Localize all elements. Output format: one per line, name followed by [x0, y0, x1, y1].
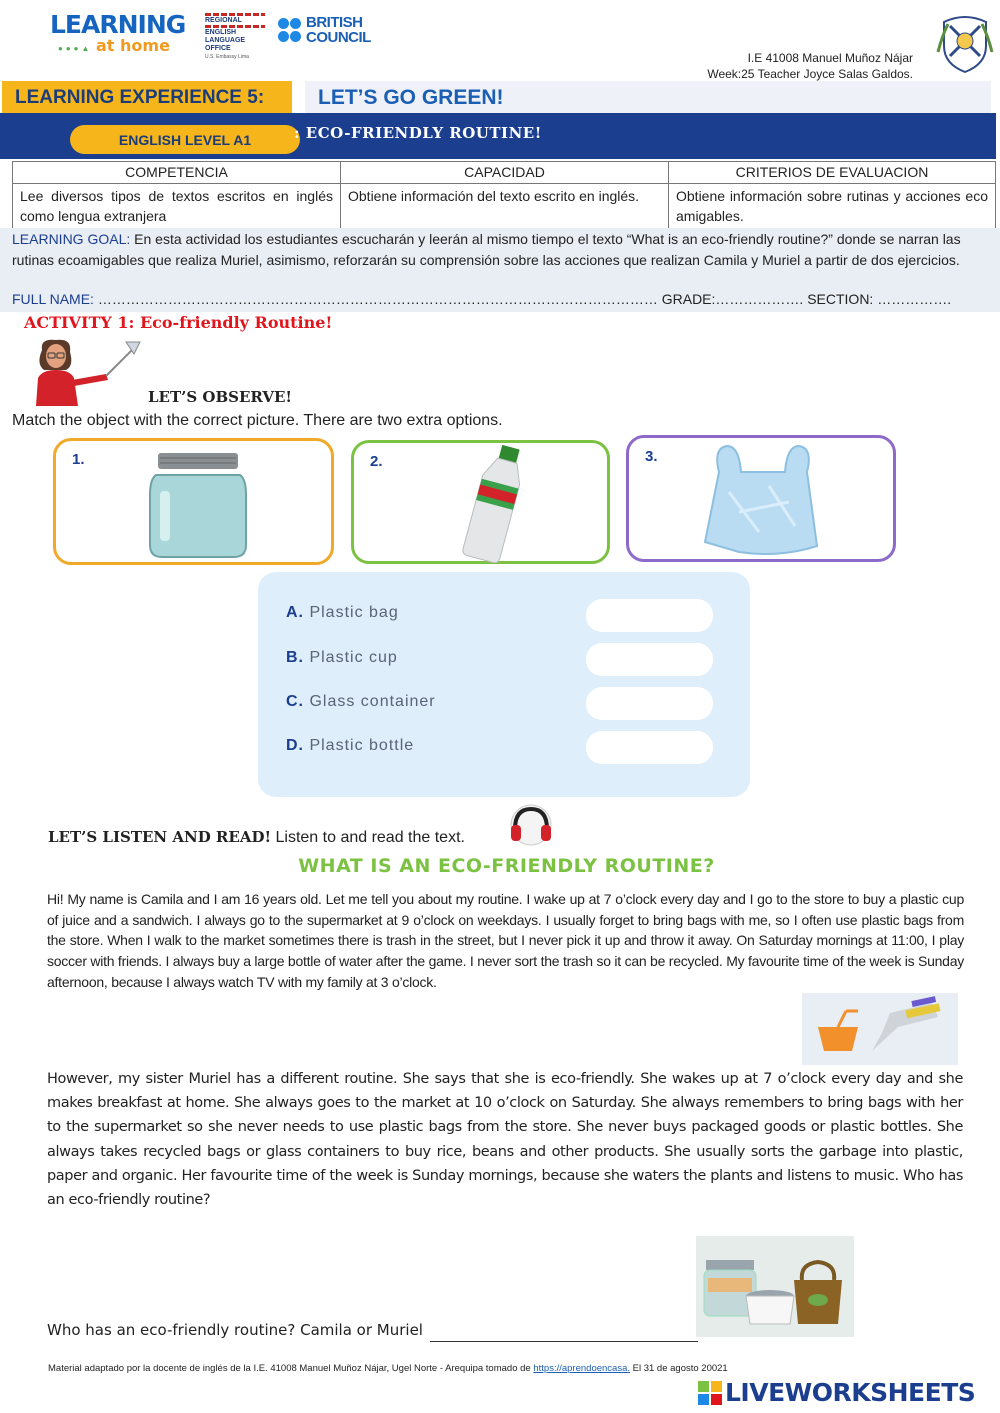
full-name-field[interactable]: ………………………………………………………………………………………………………… [93, 291, 662, 307]
card-number: 3. [645, 448, 658, 465]
relo-logo: REGIONAL ENGLISH LANGUAGE OFFICE U.S. Embassy Lima [205, 13, 265, 61]
footer-credit: Material adaptado por la docente de inglés de la I.E. 41008 Manuel Muñoz Nájar, Ugel Norte - Arequipa tomado de https://aprendoencasa. El 31 de agosto 20021 [48, 1363, 728, 1374]
british-council-dots-icon [278, 16, 302, 44]
learning-experience-label: LEARNING EXPERIENCE 5: [2, 81, 292, 113]
plastic-cup-and-bag-icon [802, 993, 958, 1065]
final-question: Who has an eco-friendly routine? Camila or Muriel [47, 1321, 423, 1339]
logo-dots-icon: ●●●▲ [58, 44, 93, 53]
week-teacher: Week:25 Teacher Joyce Salas Galdos. [707, 67, 913, 81]
reading-paragraph-muriel: However, my sister Muriel has a different routine. She says that she is eco-friendly. She wakes up at 7 o’clock every day and she makes breakfast at home. She always goes to the market at 10 o’clock on Saturday. She always remembers to bring bags with her to the supermarket so she never needs to use plastic bags from the store. She never buys packaged goods or plastic bottles. She always takes recycled bags or glass containers to buy rice, beans and other products. She usually sorts the garbage into plastic, paper and organic. Her favourite time of the week is Sunday mornings, because she waters the plants and listens to music. Who has an eco-friendly routine? [47, 1071, 963, 1209]
card-number: 1. [72, 451, 85, 468]
table-cell: Obtiene información sobre rutinas y acciones eco amigables. [669, 184, 996, 229]
plastic-bottle-icon [452, 443, 538, 563]
table-header: CRITERIOS DE EVALUACION [669, 162, 996, 184]
teacher-pointing-icon [22, 336, 144, 406]
reading-title: WHAT IS AN ECO-FRIENDLY ROUTINE? [298, 855, 715, 877]
lets-observe-heading: LET’S OBSERVE! [148, 388, 293, 406]
source-link[interactable]: https://aprendoencasa. [533, 1363, 630, 1374]
option-d-answer-input[interactable] [586, 731, 713, 764]
final-answer-input[interactable] [430, 1322, 698, 1342]
learning-goal-label: LEARNING GOAL: [12, 231, 131, 247]
learning-goal-text: En esta actividad los estudiantes escucharán y leerán al mismo tiempo el texto “What is an eco-friendly routine?” donde se narran las rutinas ecoamigables que realiza Muriel, asimismo, reforzarán su comprensión sobre las acciones que realizan Camila y Muriel a partir de dos ejercicios. [12, 231, 961, 268]
full-name-label: FULL NAME: [12, 291, 94, 307]
activity-title: ACTIVITY 1: Eco-friendly Routine! [24, 313, 333, 332]
option-d: D. Plastic bottle [286, 737, 415, 754]
options-panel [258, 572, 750, 797]
headphones-audio-icon[interactable] [507, 803, 555, 847]
card-number: 2. [370, 453, 383, 470]
table-header: CAPACIDAD [341, 162, 669, 184]
listen-heading: LET’S LISTEN AND READ! [48, 828, 272, 846]
learning-goal [12, 229, 967, 270]
routine-title: : ECO-FRIENDLY ROUTINE! [294, 124, 542, 142]
school-info [707, 50, 913, 82]
school-name: I.E 41008 Manuel Muñoz Nájar [747, 51, 913, 65]
picture-card-3[interactable] [626, 435, 896, 562]
experience-title: LET’S GO GREEN! [318, 86, 504, 109]
student-info-line [12, 291, 951, 307]
table-header: COMPETENCIA [13, 162, 341, 184]
eco-containers-icon [696, 1236, 854, 1337]
option-a-answer-input[interactable] [586, 599, 713, 632]
liveworksheets-logo[interactable]: LIVEWORKSHEETS [698, 1378, 975, 1407]
grade-field[interactable]: GRADE:………………. [661, 291, 808, 307]
option-c: C. Glass container [286, 693, 436, 710]
glass-jar-icon [146, 451, 250, 559]
section-field[interactable]: SECTION: ……………. [807, 291, 952, 307]
option-b-answer-input[interactable] [586, 643, 713, 676]
competency-table [12, 161, 996, 229]
british-council-logo: BRITISH COUNCIL [278, 15, 371, 45]
picture-card-2[interactable] [351, 440, 610, 564]
learning-at-home-logo: LEARNING at home ●●●▲ [50, 10, 186, 55]
option-b: B. Plastic cup [286, 649, 398, 666]
match-instruction: Match the object with the correct picture. There are two extra options. [12, 412, 503, 429]
listen-instruction: LET’S LISTEN AND READ! Listen to and read the text. [48, 828, 465, 846]
table-cell: Obtiene información del texto escrito en inglés. [341, 184, 669, 229]
plastic-bag-icon [699, 442, 829, 558]
level-pill: ENGLISH LEVEL A1 [70, 125, 300, 154]
liveworksheets-grid-icon [698, 1381, 722, 1405]
picture-card-1[interactable] [53, 438, 334, 565]
reading-paragraph-camila: Hi! My name is Camila and I am 16 years old. Let me tell you about my routine. I wake up at 7 o’clock every day and I go to the store to buy a plastic cup of juice and a sandwich. I always go to the supermarket at 9 o’clock on weekdays. I usually forget to bring bags with me, so I often use plastic bags from the store. When I walk to the market sometimes there is trash in the street, but I never pick it up and throw it away. On Saturday mornings at 11:00, I play soccer with friends. I always buy a large bottle of water after the game. I never sort the trash so it can be recycled. My favourite time of the week is Sunday afternoon, because I always watch TV with my family at 3 o’clock. [47, 891, 964, 990]
table-cell: Lee diversos tipos de textos escritos en inglés como lengua extranjera [13, 184, 341, 229]
option-a: A. Plastic bag [286, 604, 399, 621]
option-c-answer-input[interactable] [586, 687, 713, 720]
school-crest-icon [936, 12, 994, 74]
